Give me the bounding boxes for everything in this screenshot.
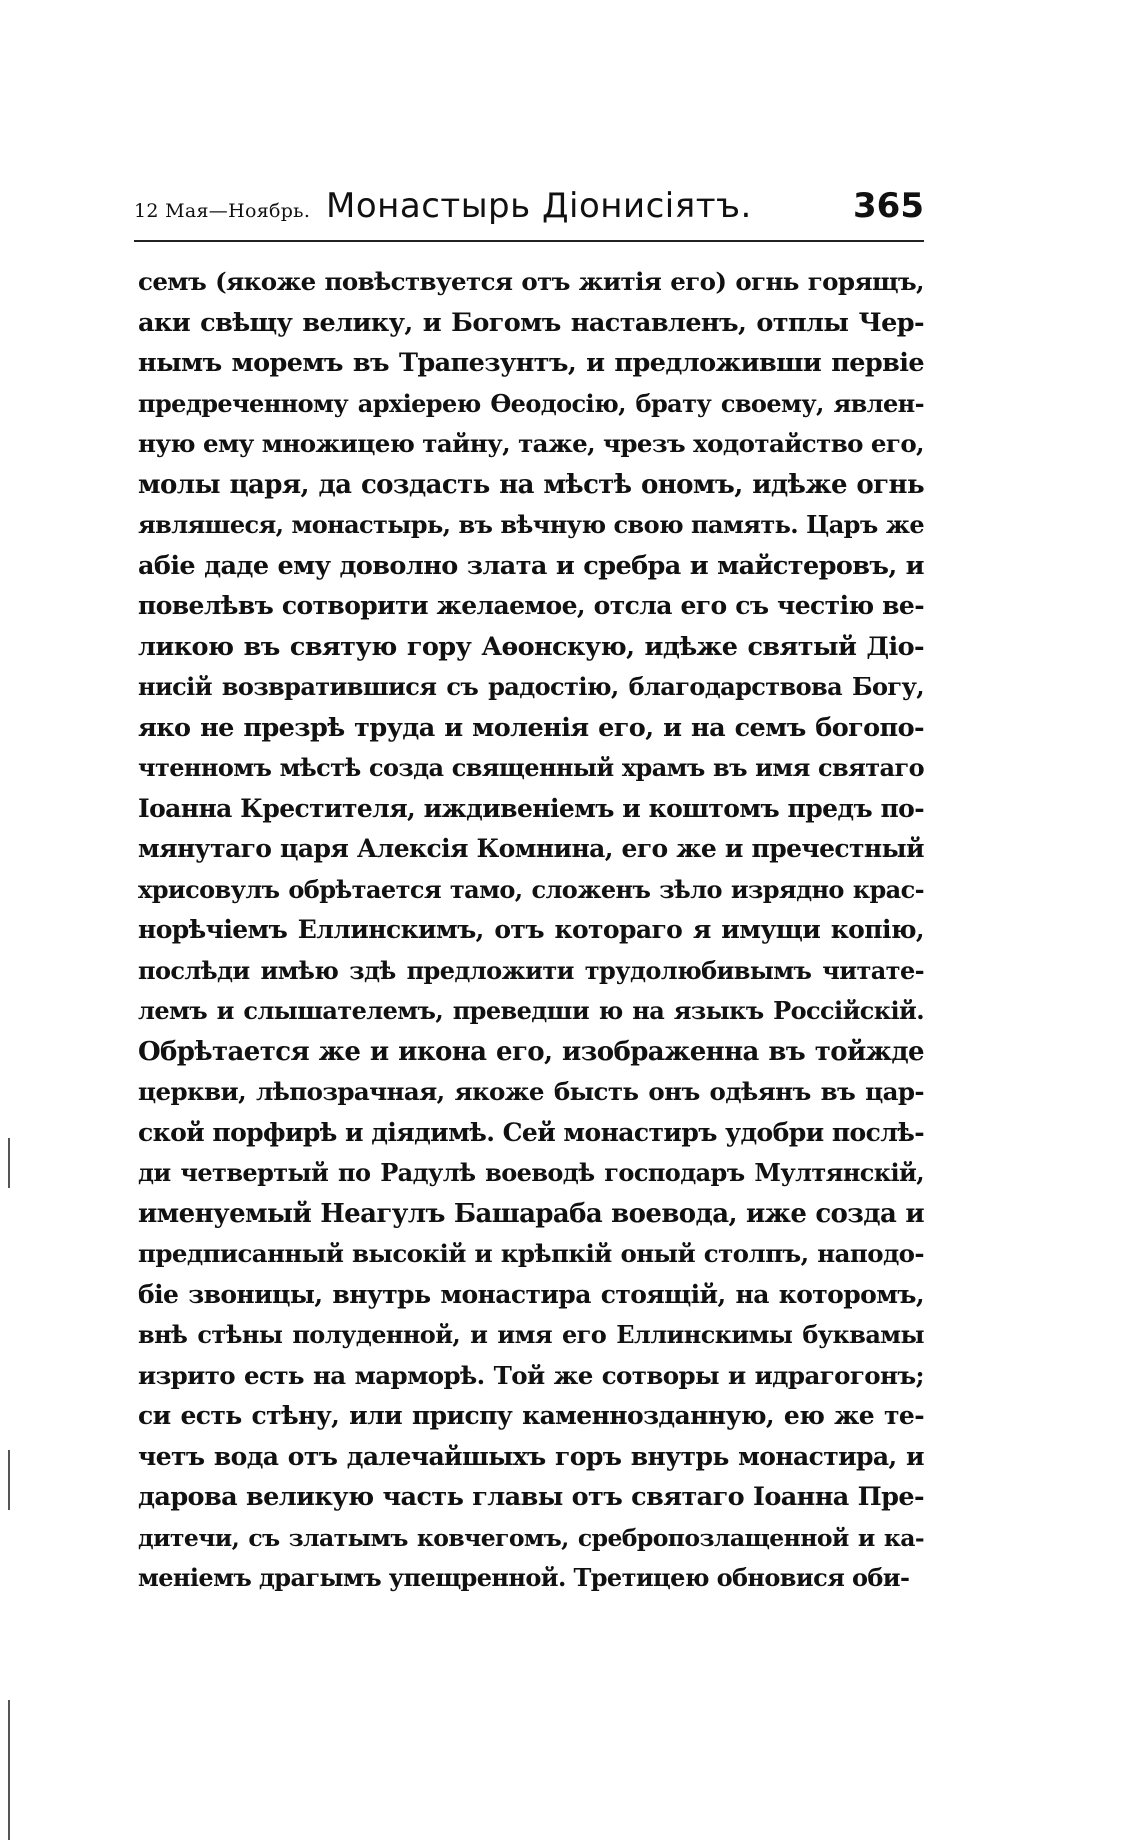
text-line: си есть стѣну, или приспу каменнозданную, ею же те- <box>138 1401 924 1430</box>
page-number: 365 <box>853 186 924 226</box>
text-line: молы царя, да создасть на мѣстѣ ономъ, идѣже огнь <box>138 469 924 500</box>
text-line: внѣ стѣны полуденной, и имя его Еллинскимы буквамы <box>138 1320 924 1349</box>
text-line: дитечи, съ златымъ ковчегомъ, сребропозлащенной и ка- <box>138 1523 924 1552</box>
scan-margin-mark <box>8 1450 10 1510</box>
text-line: предреченному архіерею Ѳеодосію, брату своему, явлен- <box>138 388 924 418</box>
running-head-date: 12 Мая—Ноябрь. <box>134 200 311 222</box>
text-line: церкви, лѣпозрачная, якоже бысть онъ одѣянъ въ цар- <box>138 1077 924 1106</box>
text-line: нисій возвратившися съ радостію, благодарствова Богу, <box>138 672 924 701</box>
body-text <box>138 262 924 1599</box>
text-line: абіе даде ему доволно злата и сребра и майстеровъ, и <box>138 550 924 581</box>
text-line: изрито есть на марморѣ. Той же сотворы и идрагогонъ; <box>138 1360 924 1390</box>
text-line: именуемый Неагулъ Башараба воевода, иже созда и <box>138 1198 924 1229</box>
text-line: нымъ моремъ въ Трапезунтъ, и предложивши первіе <box>138 348 924 378</box>
text-line: послѣди имѣю здѣ предложити трудолюбивымъ читате- <box>138 955 924 985</box>
text-line: дарова великую часть главы отъ святаго Іоанна Пре- <box>138 1482 924 1512</box>
page-header <box>134 186 924 234</box>
text-line: яко не презрѣ труда и моленія его, и на семъ богопо- <box>138 712 924 743</box>
scan-margin-mark <box>8 1138 10 1188</box>
text-line: семъ (якоже повѣствуется отъ житія его) огнь горящъ, <box>138 267 924 296</box>
text-line: аки свѣщу велику, и Богомъ наставленъ, отплы Чер- <box>138 307 924 338</box>
text-line: лемъ и слышателемъ, преведши ю на языкъ Россійскій. <box>138 996 924 1025</box>
header-rule <box>134 240 924 242</box>
text-line: ную ему множицею тайну, таже, чрезъ ходотайство его, <box>138 429 924 458</box>
text-line: мянутаго царя Алексія Комнина, его же и пречестный <box>138 834 924 863</box>
text-line: меніемъ драгымъ упещренной. Третицею обновися оби- <box>138 1563 910 1592</box>
text-line: ской порфирѣ и діядимѣ. Сей монастиръ удобри послѣ- <box>138 1117 924 1147</box>
scan-margin-mark <box>8 1700 10 1840</box>
text-line: Обрѣтается же и икона его, изображенна въ тойжде <box>138 1036 924 1067</box>
text-line: Іоанна Крестителя, иждивеніемъ и коштомъ предъ по- <box>138 793 924 823</box>
text-line: предписанный высокій и крѣпкій оный столпъ, наподо- <box>138 1239 924 1268</box>
text-line: четъ вода отъ далечайшыхъ горъ внутрь монастира, и <box>138 1441 924 1471</box>
running-head-title: Монастырь Діонисіятъ. <box>326 186 752 226</box>
text-line: норѣчіемъ Еллинскимъ, отъ котораго я имущи копію, <box>138 915 924 944</box>
text-line: хрисовулъ обрѣтается тамо, сложенъ зѣло изрядно крас- <box>138 874 924 904</box>
text-line: біе звоницы, внутрь монастира стоящій, на которомъ, <box>138 1279 924 1309</box>
text-line: чтенномъ мѣстѣ созда священный храмъ въ имя святаго <box>138 753 924 782</box>
text-line: повелѣвъ сотворити желаемое, отсла его съ честію ве- <box>138 591 924 620</box>
text-line: ликою въ святую гору Аѳонскую, идѣже святый Діо- <box>138 631 924 662</box>
text-line: являшеся, монастырь, въ вѣчную свою память. Царъ же <box>138 510 924 539</box>
text-line: ди четвертый по Радулѣ воеводѣ господаръ Мултянскій, <box>138 1158 924 1187</box>
